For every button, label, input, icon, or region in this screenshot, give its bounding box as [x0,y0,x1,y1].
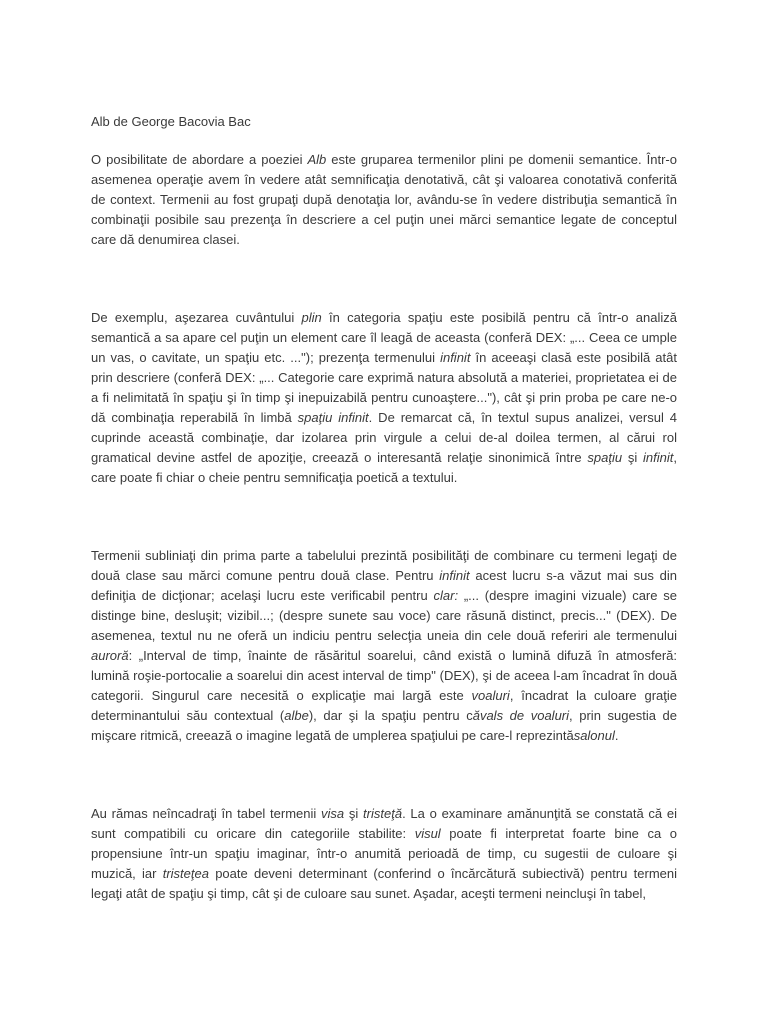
text-run: O posibilitate de abordare a poeziei [91,152,308,167]
document-title: Alb de George Bacovia Bac [91,114,251,129]
italic-term: salonul [573,728,615,743]
paragraph-4 [91,804,677,904]
text-run: . De remarcat că, în textul supus analizei, versul 4 cuprinde această combinaţie, dar izolarea prin virgule a celui de-al doilea termen, al cărui rol gramatical devine astfel de apoziţie, creează o interesantă relaţie sinonimică între [91,410,678,465]
italic-term: visa [321,806,345,821]
paragraph-1 [91,150,677,250]
text-run: şi [622,450,644,465]
text-run: Termenii subliniaţi din prima parte a tabelului prezintă posibilităţi de combinare cu termeni legaţi de două clase sau mărci comune pentru două clase. Pentru [91,548,677,583]
italic-term: Alb [307,152,327,167]
italic-term: voaluri [471,688,510,703]
text-run: , prin sugestia de mişcare ritmică, creează o imagine legată de umplerea spaţiului pe care-l reprezintă [91,708,677,743]
italic-term: infinit [440,350,471,365]
text-run: De exemplu, aşezarea cuvântului [91,310,302,325]
text-run: poate fi interpretat foarte bine ca o propensiune într-un spaţiu imaginar, într-o anumită perioadă de timp, cu sugestii de culoare şi muzică, iar [91,826,677,881]
text-run: : „Interval de timp, înainte de răsăritul soarelui, când există o lumină difuză în atmosferă: lumină roşie-portocalie a soarelui din acest interval de timp" (DEX), şi de aceea l-am încadrat în două categorii. Singurul care necesită o explicaţie mai largă este [91,648,677,703]
text-run: acest lucru s-a văzut mai sus din definiţia de dicţionar; acelaşi lucru este verificabil pentru [91,568,677,603]
italic-term: infinit [439,568,470,583]
italic-term: auroră [91,648,129,663]
italic-term: spaţiu [587,450,623,465]
text-run: poate deveni determinant (conferind o încărcătură subiectivă) pentru termeni legaţi atât de spaţiu şi timp, cât şi de culoare sau sunet. Aşadar, aceşti termeni neincluşi în tabel, [91,866,677,901]
italic-term: tristeţă [363,806,403,821]
italic-term: spaţiu infinit [297,410,369,425]
text-run: este gruparea termenilor plini pe domenii semantice. Într-o asemenea operaţie avem în vedere atât semnificaţia denotativă, cât şi valoarea conotativă conferită de context. Termenii au fost grupaţi după denotaţia lor, avându-se în vedere distribuţia semantică în combinaţii posibile sau prezenţa în descriere a cel puţin unei mărci semantice legate de conceptul care dă denumirea clasei. [91,152,677,247]
text-run: . La o examinare amănunţită se constată că ei sunt compatibili cu oricare din categoriile stabilite: [91,806,678,841]
text-run: şi [344,806,364,821]
text-run: în categoria spaţiu este posibilă pentru că într-o analiză semantică a sa apare cel puţin un element care îl leagă de aceasta (conferă DEX: „... Ceea ce umple un vas, o cavitate, un spaţiu etc. ..."); prezenţa termenului [91,310,677,365]
italic-term: clar: [433,588,459,603]
italic-term: visul [414,826,441,841]
text-run: ), dar şi la spaţiu pentru c [308,708,473,723]
italic-term: plin [301,310,322,325]
text-run: „... (despre imagini vizuale) care se distinge bine, desluşit; vizibil...; (despre sunete sau voce) care răsună distinct, precis..." (DEX). De asemenea, textul nu ne oferă un indiciu pentru selecţia uneia din cele două referiri ale termenului [91,588,677,643]
paragraph-3 [91,546,677,746]
text-run: în aceeaşi clasă este posibilă atât prin descriere (conferă DEX: „... Categorie care exprimă natura absolută a materiei, proprietatea ei de a fi nelimitată în spaţiu şi în timp şi inepuizabilă pentru cunoaştere..."), cât şi prin proba pe care ne-o dă combinaţia reperabilă în limbă [91,350,677,425]
italic-term: albe [284,708,309,723]
text-run: , care poate fi chiar o cheie pentru semnificaţia poetică a textului. [91,450,677,485]
text-run: . [614,728,619,743]
text-run: Au rămas neîncadraţi în tabel termenii [91,806,322,821]
italic-term: ăvals de voaluri [472,708,570,723]
text-run: , încadrat la culoare graţie determinantului său contextual ( [91,688,678,723]
italic-term: tristeţea [162,866,209,881]
italic-term: infinit [643,450,674,465]
paragraph-2 [91,308,677,488]
document-page [91,112,677,904]
